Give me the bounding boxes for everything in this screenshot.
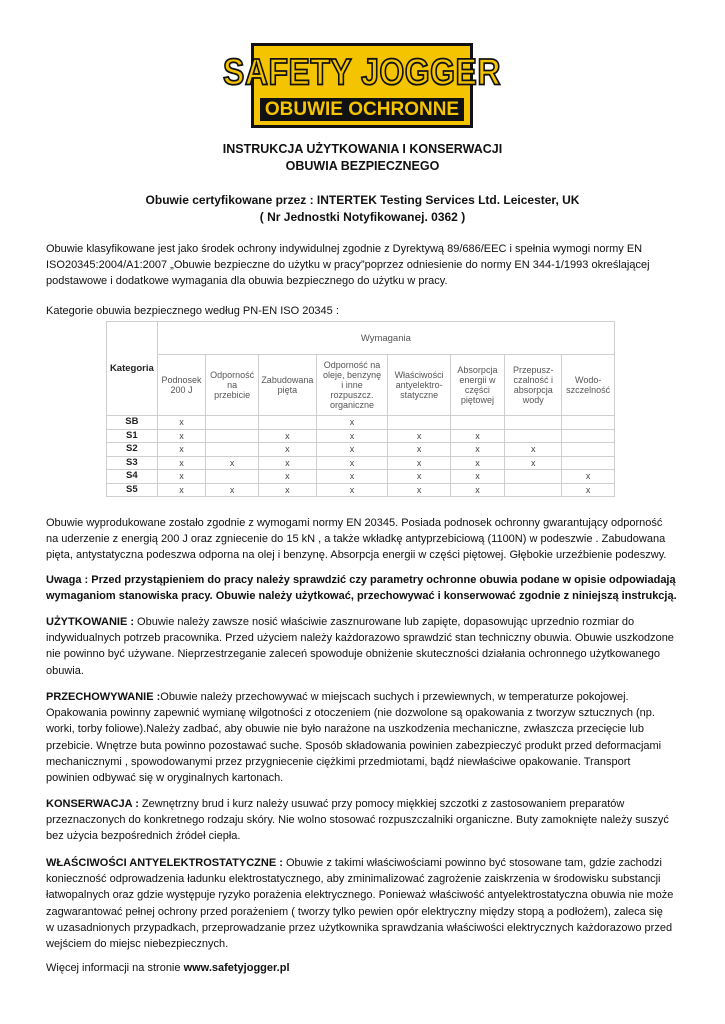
requirement-cell <box>258 416 316 430</box>
requirement-cell <box>505 470 562 484</box>
maintenance-label: KONSERWACJA : <box>46 798 139 810</box>
requirement-cell: x <box>316 470 388 484</box>
requirement-cell: x <box>450 456 504 470</box>
document-title-line1: INSTRUKCJA UŻYTKOWANIA I KONSERWACJI <box>222 142 503 156</box>
requirement-cell <box>450 416 504 430</box>
warning-line: wymaganiom stanowiska pracy. Obuwie należy użytkować, przechowywać i konserwować zgodnie z niniejszą instrukcją. <box>46 590 677 603</box>
usage-line: obuwia. <box>46 664 84 677</box>
logo-brand-text: SAFETY JOGGER <box>223 51 501 93</box>
storage-line: mechanicznymi , spowodowanymi przez przygniecenie ciężkimi przedmiotami, bądź niewłaściwe opakowanie. Transport <box>46 755 631 768</box>
table-row <box>107 429 615 443</box>
requirement-cell: x <box>157 443 206 457</box>
storage-line: worki, torby foliowe).Należy zadbać, aby obuwie nie było narażone na uszkodzenia mechaniczne, zwłaszcza przecięcie lub <box>46 723 644 736</box>
requirement-cell: x <box>206 483 259 497</box>
requirement-cell: x <box>562 470 615 484</box>
requirement-cell: x <box>157 483 206 497</box>
maintenance-section <box>46 796 682 845</box>
intro-line: podstawowe i dodatkowe wymagania dla obuwia bezpiecznego do użytku w pracy. <box>46 275 448 288</box>
antistatic-line: Obuwie z takimi właściwościami powinno być stosowane tam, gdzie zachodzi <box>282 857 662 869</box>
usage-line: indywidualnych potrzeb pracownika. Przed użyciem należy każdorazowo sprawdzić stan techniczny obuwia. Obuwie uszkodzone <box>46 632 674 645</box>
category-name: S2 <box>107 443 158 457</box>
requirement-cell: x <box>258 429 316 443</box>
storage-line: powinien odbywać się w oryginalnych kartonach. <box>46 772 284 785</box>
requirement-cell <box>206 429 259 443</box>
requirement-cell: x <box>157 429 206 443</box>
storage-line: Obuwie należy przechowywać w miejscach suchych i przewiewnych, w temperaturze pokojowej. <box>160 691 629 703</box>
table-row <box>107 443 615 457</box>
requirement-column-header: Wodo- szczelność <box>562 355 615 416</box>
requirement-cell: x <box>316 429 388 443</box>
requirement-cell: x <box>450 470 504 484</box>
requirements-header: Wymagania <box>157 322 614 355</box>
antistatic-line: wejściem do miejsc niebezpiecznych. <box>46 938 229 951</box>
antistatic-line: zagwarantować pełnej ochrony przed porażeniem ( tworzy tylko pewien opór elektryczny między stopą a podłożem), zaleca się <box>46 905 663 918</box>
requirement-cell: x <box>505 443 562 457</box>
usage-section <box>46 614 682 679</box>
antistatic-line: w uzasadnionych przypadkach, przeprowadzanie przez użytkownika sprawdzania właściwości elektrycznych każdorazowo przed <box>46 921 673 934</box>
storage-line: Opakowania powinny zapewnić wymianę wilgotności z otoczeniem (nie dozwolone są opakowania z tworzyw sztucznych (np. <box>46 707 655 720</box>
warning-line: Uwaga : Przed przystąpieniem do pracy należy sprawdzić czy parametry ochronne obuwia podane w opisie odpowiadają <box>46 574 676 586</box>
antistatic-label: WŁAŚCIWOŚCI ANTYELEKTROSTATYCZNE : <box>46 857 283 869</box>
maintenance-line: Zewnętrzny brud i kurz należy usuwać przy pomocy miękkiej szczotki z zastosowaniem preparatów <box>138 798 625 810</box>
requirement-column-header: Podnosek 200 J <box>157 355 206 416</box>
category-header: Kategoria <box>107 322 158 416</box>
intro-line: ISO20345:2004/A1:2007 „Obuwie bezpieczne do użytku w pracy”poprzez odniesienie do normy EN 344-1/1993 określającej <box>46 259 650 272</box>
requirement-cell: x <box>258 456 316 470</box>
table-row <box>107 416 615 430</box>
production-line: Obuwie wyprodukowane zostało zgodnie z wymogami normy EN 20345. Posiada podnosek ochronny gwarantujący odporność <box>46 517 663 529</box>
production-line: na uderzenie z energią 200 J oraz zgniecenie do 15 kN , a także wkładkę antyprzebiciową (1100N) w podeszwie . Zabudowana <box>46 533 666 546</box>
usage-line: Obuwie należy zawsze nosić właściwie zasznurowane lub zapięte, dopasowując uprzednio rozmiar do <box>134 616 635 628</box>
requirement-cell: x <box>562 483 615 497</box>
usage-line: nie powinno być używane. Nieprzestrzeganie zaleceń spowoduje obniżenie skuteczności działania ochronnego użytkowanego <box>46 648 660 661</box>
requirement-cell: x <box>258 470 316 484</box>
requirement-cell <box>206 470 259 484</box>
maintenance-line: przeznaczonych do konkretnego rodzaju skóry. Nie wolno stosować rozpuszczalniki organiczne. Buty zamoknięte należy suszyć <box>46 814 669 827</box>
storage-section <box>46 689 682 786</box>
requirement-cell: x <box>258 443 316 457</box>
requirement-cell: x <box>316 483 388 497</box>
requirement-cell <box>206 443 259 457</box>
certification-line: Obuwie certyfikowane przez : INTERTEK Testing Services Ltd. Leicester, UK <box>145 193 580 207</box>
requirement-column-header: Absorpcja energii w części piętowej <box>450 355 504 416</box>
storage-line: przebicie. Wnętrze buta powinno pozostawać suche. Sposób składowania powinien zabezpieczyć produkt przed deformacjami <box>46 739 662 752</box>
requirement-cell: x <box>450 443 504 457</box>
more-info-text: Więcej informacji na stronie <box>46 962 184 974</box>
category-name: S4 <box>107 470 158 484</box>
notified-body-number: ( Nr Jednostki Notyfikowanej. 0362 ) <box>259 210 466 224</box>
production-paragraph <box>46 515 682 564</box>
requirement-column-header: Właściwości antyelektro- statyczne <box>388 355 450 416</box>
usage-label: UŻYTKOWANIE : <box>46 616 134 628</box>
requirement-cell <box>505 483 562 497</box>
warning-paragraph <box>46 572 682 604</box>
requirement-column-header: Zabudowana pięta <box>258 355 316 416</box>
requirement-cell: x <box>388 443 450 457</box>
table-row <box>107 470 615 484</box>
safety-jogger-logo <box>223 43 501 128</box>
requirement-cell: x <box>316 456 388 470</box>
requirement-cell: x <box>157 416 206 430</box>
requirement-cell <box>206 416 259 430</box>
requirement-cell: x <box>388 483 450 497</box>
requirement-cell <box>505 429 562 443</box>
requirement-cell: x <box>258 483 316 497</box>
requirement-cell: x <box>388 429 450 443</box>
antistatic-line: konieczność odprowadzenia ładunku elektrostatycznego, aby zminimalizować zagrożenie zaiskrzenia w środowisku substancji <box>46 873 661 886</box>
categories-heading: Kategorie obuwia bezpiecznego według PN-EN ISO 20345 : <box>46 305 339 317</box>
intro-line: Obuwie klasyfikowane jest jako środek ochrony indywidulnej zgodnie z Dyrektywą 89/686/EEC i spełnia wymogi normy EN <box>46 243 643 255</box>
requirement-cell: x <box>388 470 450 484</box>
requirement-cell: x <box>157 456 206 470</box>
requirement-cell <box>505 416 562 430</box>
requirements-table <box>106 321 615 497</box>
requirement-cell <box>562 429 615 443</box>
requirement-cell <box>562 456 615 470</box>
production-line: pięta, antystatyczna podeszwa odporna na olej i benzynę. Absorpcja energii w części piętowej. Głębokie urzeźbienie podeszwy. <box>46 549 667 562</box>
requirement-cell: x <box>316 416 388 430</box>
document-title-line2: OBUWIA BEZPIECZNEGO <box>285 159 440 173</box>
antistatic-line: łatwopalnych oraz gdzie występuje ryzyko porażenia elektrycznego. Ponieważ właściwość antyelektrostatyczna obuwia nie może <box>46 889 674 902</box>
category-name: S5 <box>107 483 158 497</box>
more-info-line <box>46 960 682 976</box>
category-name: S3 <box>107 456 158 470</box>
requirement-cell: x <box>316 443 388 457</box>
requirement-cell: x <box>505 456 562 470</box>
requirement-cell: x <box>388 456 450 470</box>
maintenance-line: bez użycia bezpośrednich źródeł ciepła. <box>46 830 241 843</box>
table-row <box>107 483 615 497</box>
requirement-cell: x <box>450 429 504 443</box>
requirement-cell: x <box>450 483 504 497</box>
requirement-cell <box>562 443 615 457</box>
website-link[interactable]: www.safetyjogger.pl <box>183 962 290 974</box>
requirement-cell: x <box>157 470 206 484</box>
category-name: SB <box>107 416 158 430</box>
requirement-cell <box>388 416 450 430</box>
category-name: S1 <box>107 429 158 443</box>
logo-tagline: OBUWIE OCHRONNE <box>260 98 464 121</box>
requirement-column-header: Odporność na przebicie <box>206 355 259 416</box>
table-row <box>107 456 615 470</box>
requirement-column-header: Odporność na oleje, benzynę i inne rozpuszcz. organiczne <box>316 355 388 416</box>
antistatic-section <box>46 855 682 952</box>
requirement-column-header: Przepusz- czalność i absorpcja wody <box>505 355 562 416</box>
requirement-cell <box>562 416 615 430</box>
storage-label: PRZECHOWYWANIE : <box>46 691 161 703</box>
requirement-cell: x <box>206 456 259 470</box>
intro-paragraph <box>46 241 682 290</box>
